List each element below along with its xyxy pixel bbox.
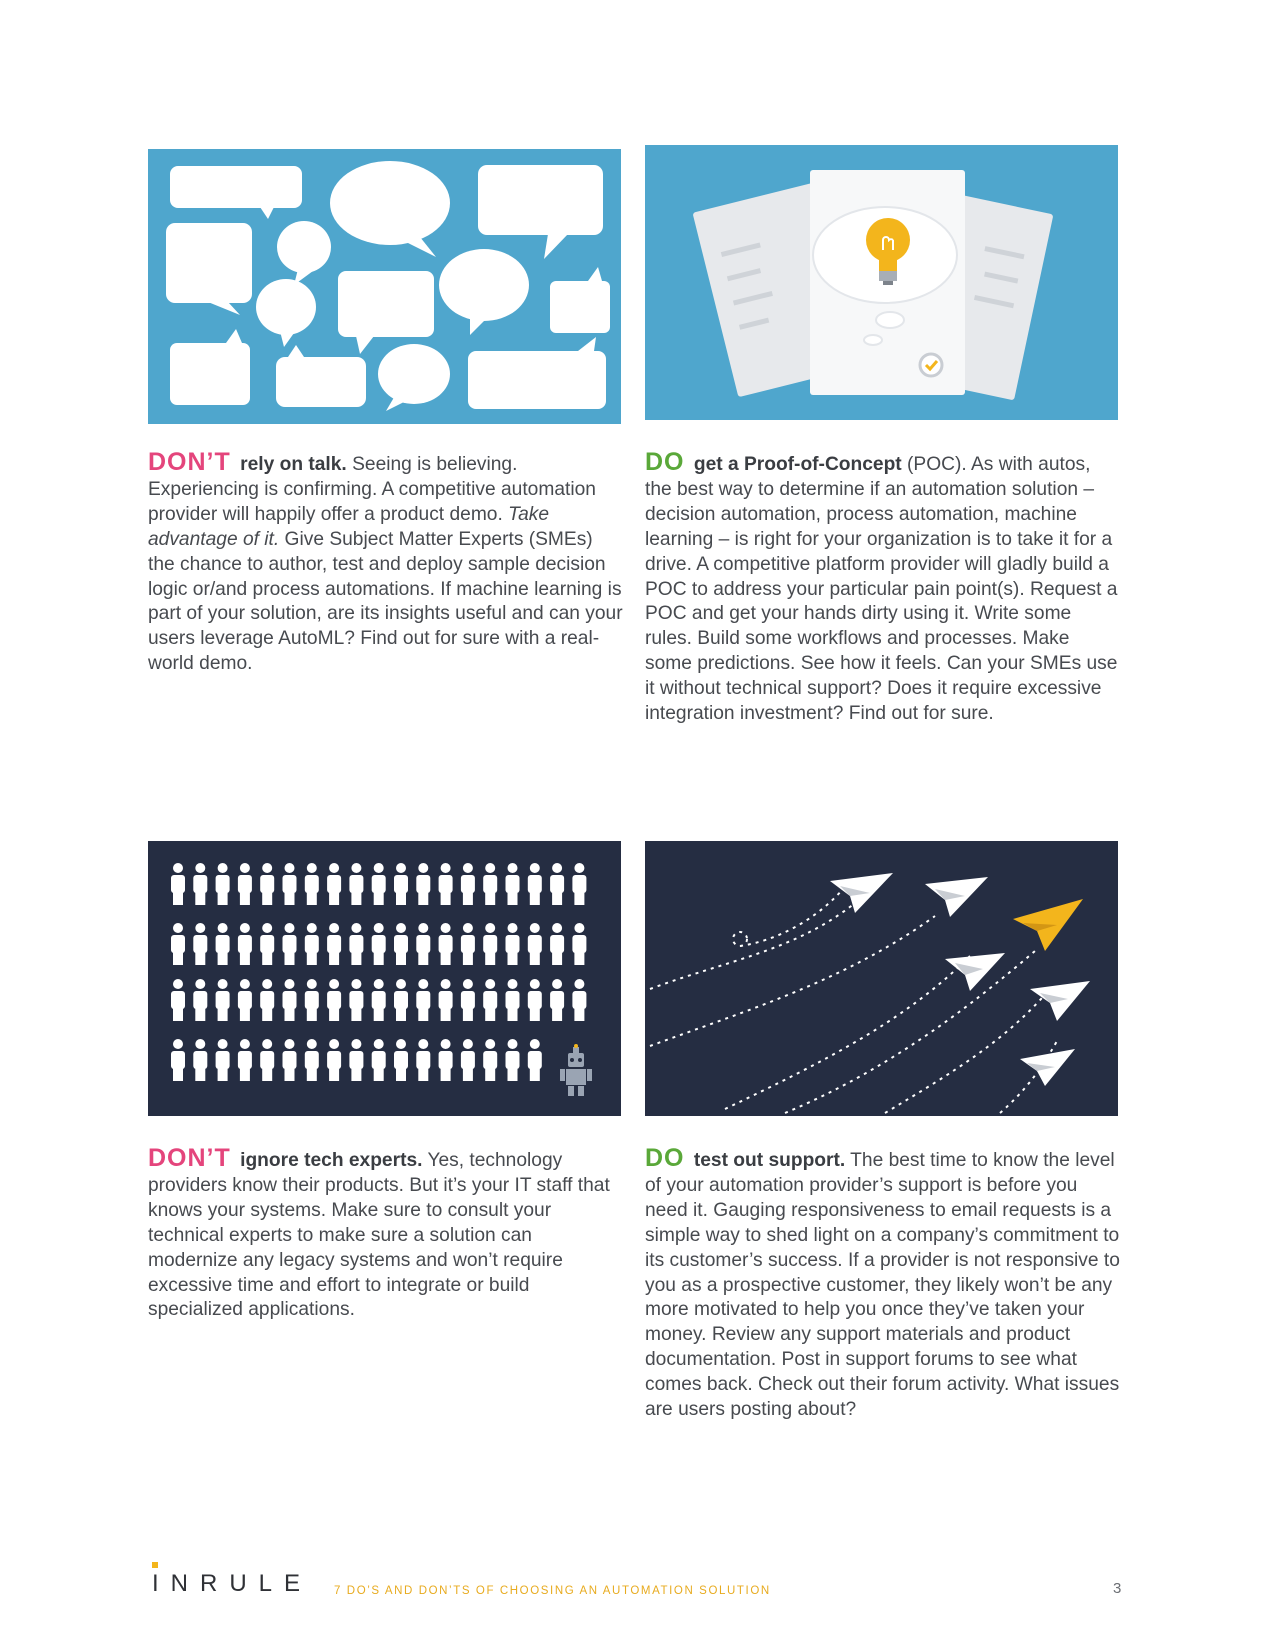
- document-title: 7 DO’S AND DON’TS OF CHOOSING AN AUTOMATION SOLUTION: [334, 1585, 771, 1597]
- section-body: [645, 450, 1120, 727]
- paper-airplanes-illustration: [645, 841, 1118, 1116]
- section-do-get-poc: [645, 450, 1120, 727]
- section-body: [645, 1146, 1120, 1423]
- section-body: [148, 1146, 623, 1323]
- proof-of-concept-illustration: [645, 145, 1118, 420]
- tech-experts-crowd-illustration: [148, 841, 621, 1116]
- section-text: (POC). As with autos, the best way to determine if an automation solution – decision automation, process automation, machine learning – is right for your organization is to take it for a drive. A competitive platform provider will gladly build a POC to address your particular pain point(s). Request a POC and get your hands dirty using it. Write some rules. Build some workflows and processes. Make some predictions. See how it feels. Can your SMEs use it without technical support? Does it require excessive integration investment? Find out for sure.: [645, 454, 1118, 725]
- page-number: 3: [1113, 1580, 1122, 1597]
- section-lead: ignore tech experts.: [240, 1150, 423, 1171]
- section-lead: rely on talk.: [240, 454, 347, 475]
- speech-bubbles-illustration: [148, 149, 621, 424]
- section-emphasis: Take advantage of it.: [148, 503, 550, 550]
- dont-keyword: DON’T: [148, 448, 231, 476]
- section-lead: test out support.: [693, 1150, 846, 1171]
- section-text: Yes, technology providers know their products. But it’s your IT staff that knows your systems. Make sure to consult your technical experts to make sure a solution can modernize any legacy systems and won’t require excessive time and effort to integrate or build specialized applications.: [148, 1150, 610, 1321]
- inrule-logo: INRULE: [152, 1570, 313, 1597]
- section-dont-rely-on-talk: [148, 450, 623, 677]
- section-text: The best time to know the level of your automation provider’s support is before you need it. Gauging responsiveness to email requests is a simple way to shed light on a company’s commitment to its customer’s success. If a provider is not responsive to you as a prospective customer, they likely won’t be any more motivated to help you once they’ve taken your money. Review any support materials and product documentation. Post in support forums to see what comes back. Check out their forum activity. What issues are users posting about?: [645, 1150, 1120, 1421]
- section-body: [148, 450, 623, 677]
- do-keyword: DO: [645, 448, 685, 476]
- section-dont-ignore-tech-experts: [148, 1146, 623, 1323]
- section-do-test-out-support: [645, 1146, 1120, 1423]
- section-text: Seeing is believing. Experiencing is confirming. A competitive automation provider will happily offer a product demo.: [148, 454, 596, 525]
- section-lead: get a Proof-of-Concept: [693, 454, 902, 475]
- logo-accent-icon: [152, 1562, 158, 1568]
- do-keyword: DO: [645, 1144, 685, 1172]
- dont-keyword: DON’T: [148, 1144, 231, 1172]
- section-text-2: Give Subject Matter Experts (SMEs) the chance to author, test and deploy sample decision logic or/and process automations. If machine learning is part of your solution, are its insights useful and can your users leverage AutoML? Find out for sure with a real-world demo.: [148, 528, 623, 675]
